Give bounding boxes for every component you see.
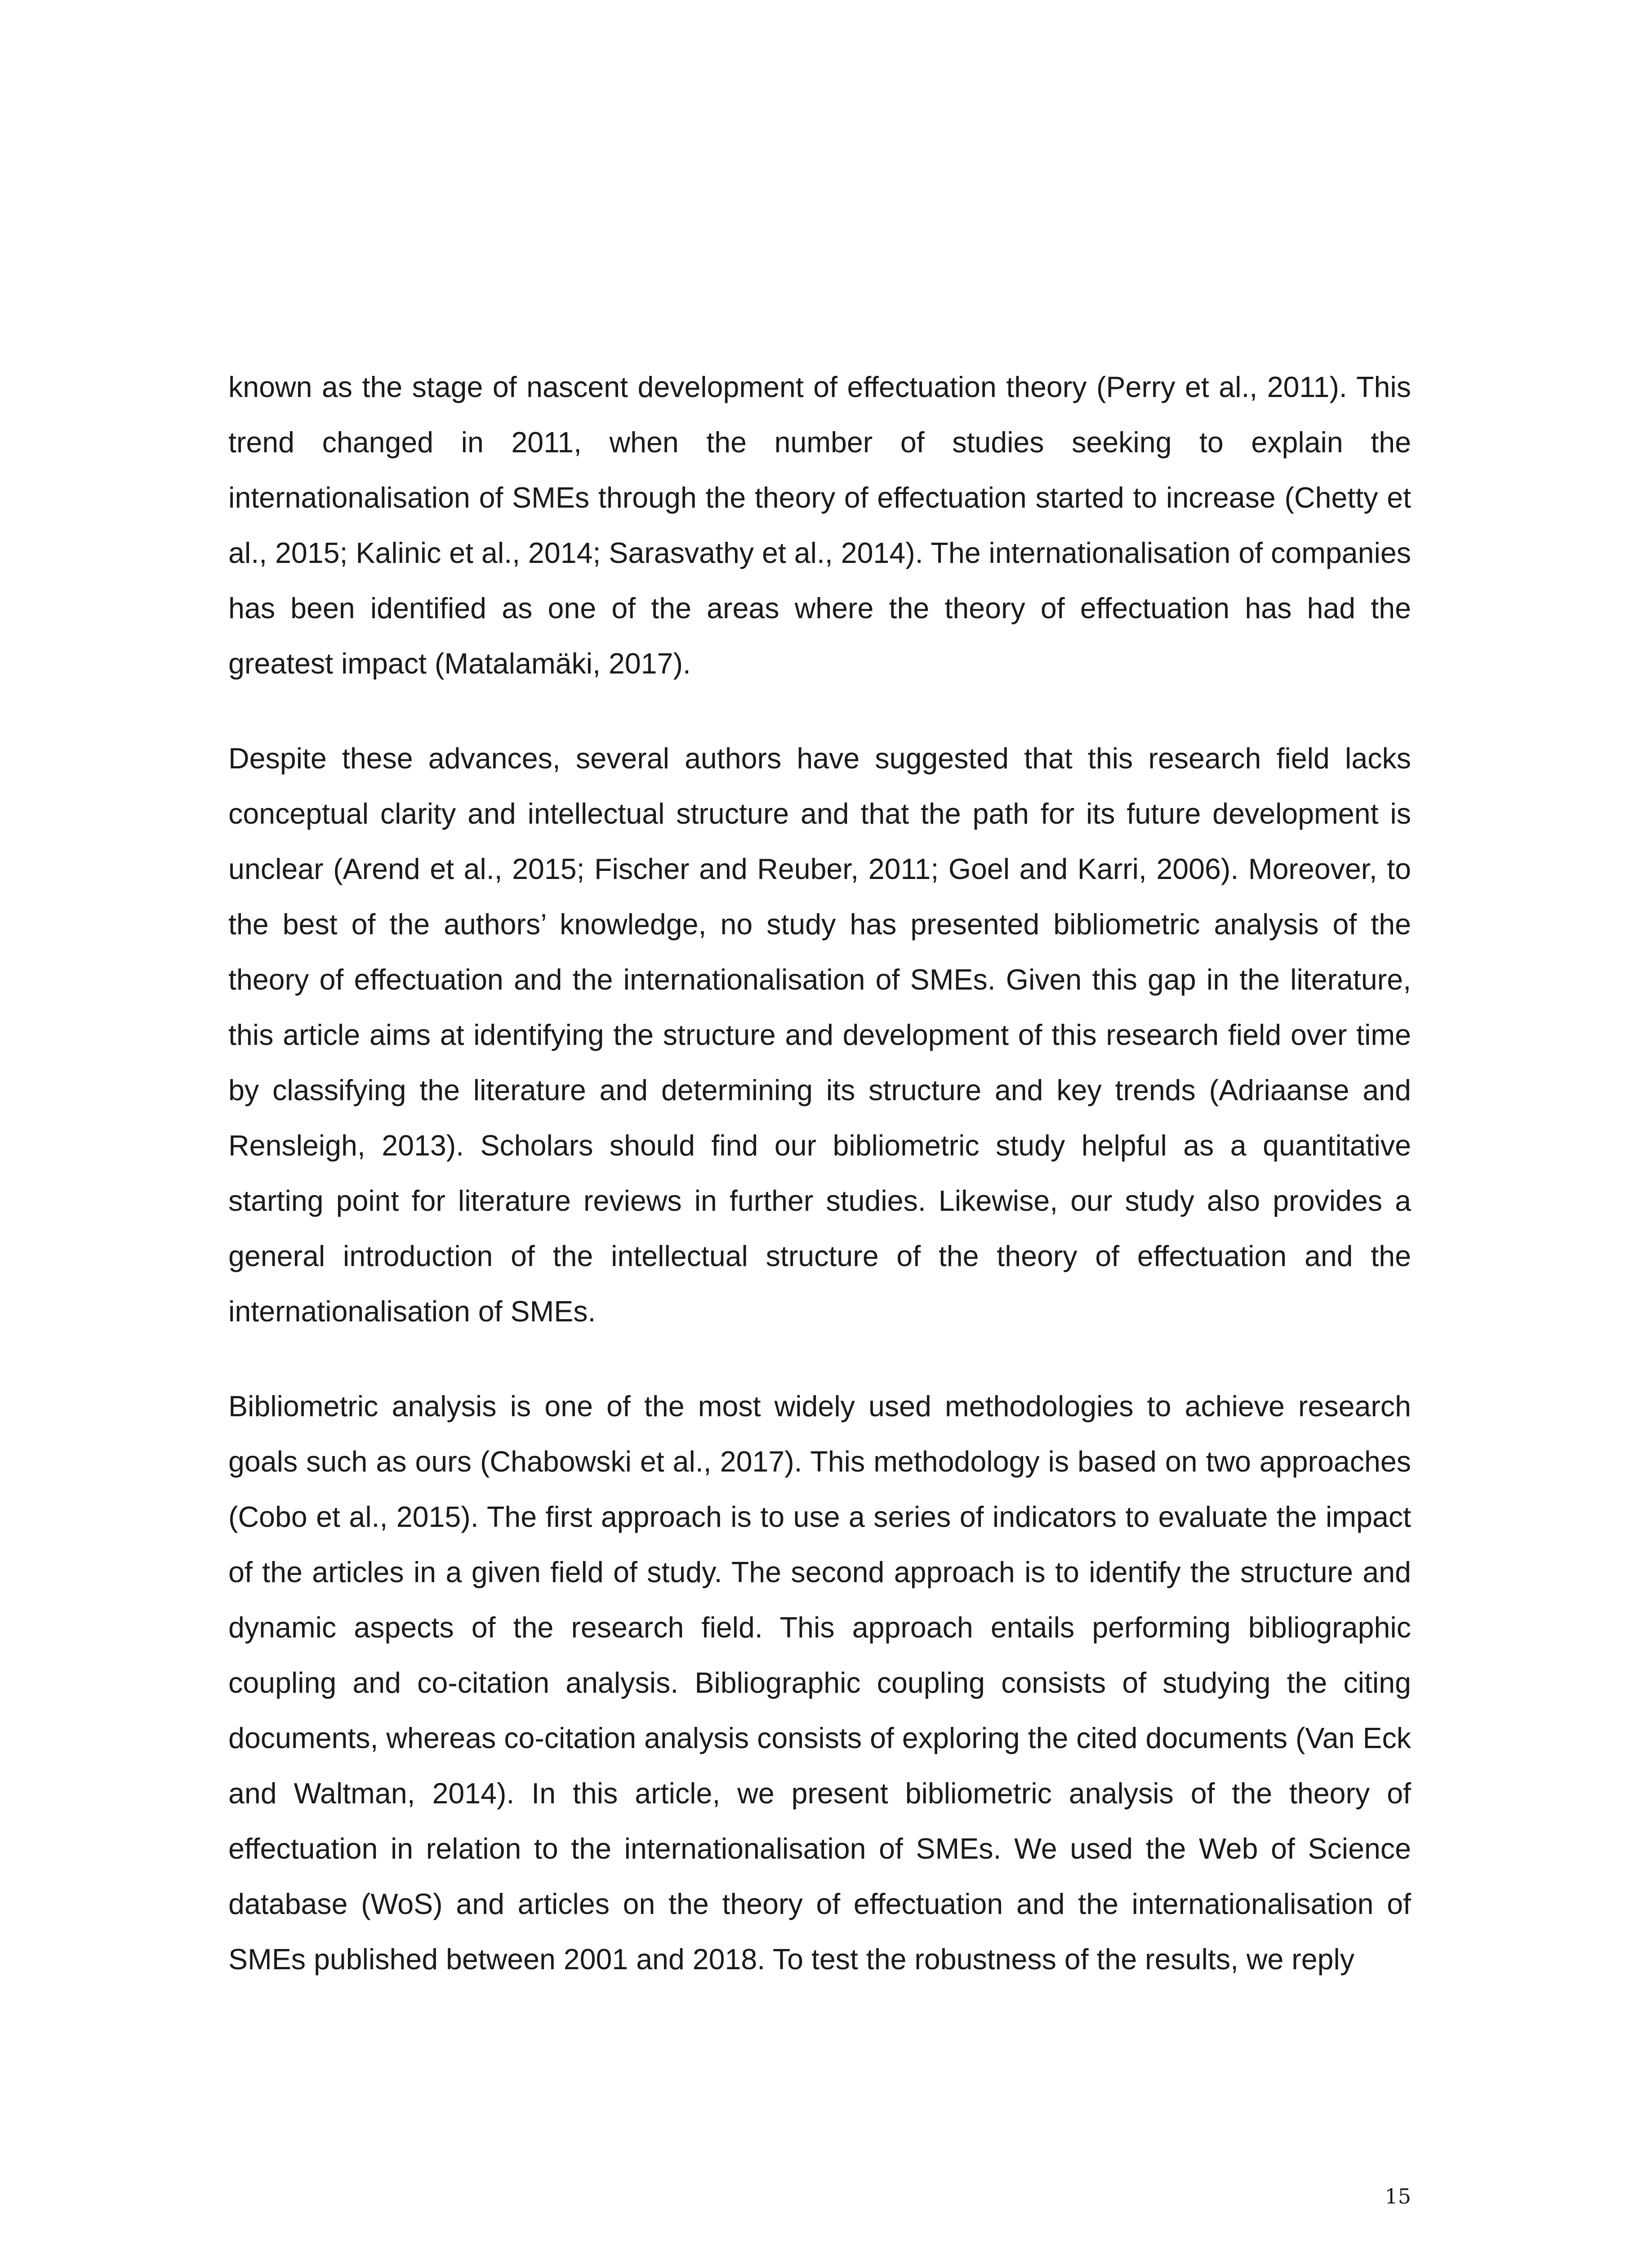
body-text	[228, 360, 1411, 2027]
page-number: 15	[1385, 2184, 1411, 2208]
paragraph-1: known as the stage of nascent development of effectuation theory (Perry et al., 2011). This trend changed in 2011, when the number of studies seeking to explain the internationalisation of SMEs through the theory of effectuation started to increase (Chetty et al., 2015; Kalinic et al., 2014; Sarasvathy et al., 2014). The internationalisation of companies has been identified as one of the areas where the theory of effectuation has had the greatest impact (Matalamäki, 2017).	[228, 371, 1411, 680]
paragraph-2: Despite these advances, several authors have suggested that this research field lacks conceptual clarity and intellectual structure and that the path for its future development is unclear (Arend et al., 2015; Fischer and Reuber, 2011; Goel and Karri, 2006). Moreover, to the best of the authors’ knowledge, no study has presented bibliometric analysis of the theory of effectuation and the internationalisation of SMEs. Given this gap in the literature, this article aims at identifying the structure and development of this research field over time by classifying the literature and determining its structure and key trends (Adriaanse and Rensleigh, 2013). Scholars should find our bibliometric study helpful as a quantitative starting point for literature reviews in further studies. Likewise, our study also provides a general introduction of the intellectual structure of the theory of effectuation and the internationalisation of SMEs.	[228, 742, 1411, 1328]
paragraph-3: Bibliometric analysis is one of the most widely used methodologies to achieve research goals such as ours (Chabowski et al., 2017). This methodology is based on two approaches (Cobo et al., 2015). The first approach is to use a series of indicators to evaluate the impact of the articles in a given field of study. The second approach is to identify the structure and dynamic aspects of the research field. This approach entails performing bibliographic coupling and co-citation analysis. Bibliographic coupling consists of studying the citing documents, whereas co-citation analysis consists of exploring the cited documents (Van Eck and Waltman, 2014). In this article, we present bibliometric analysis of the theory of effectuation in relation to the internationalisation of SMEs. We used the Web of Science database (WoS) and articles on the theory of effectuation and the internationalisation of SMEs published between 2001 and 2018. To test the robustness of the results, we reply	[228, 1390, 1411, 1976]
